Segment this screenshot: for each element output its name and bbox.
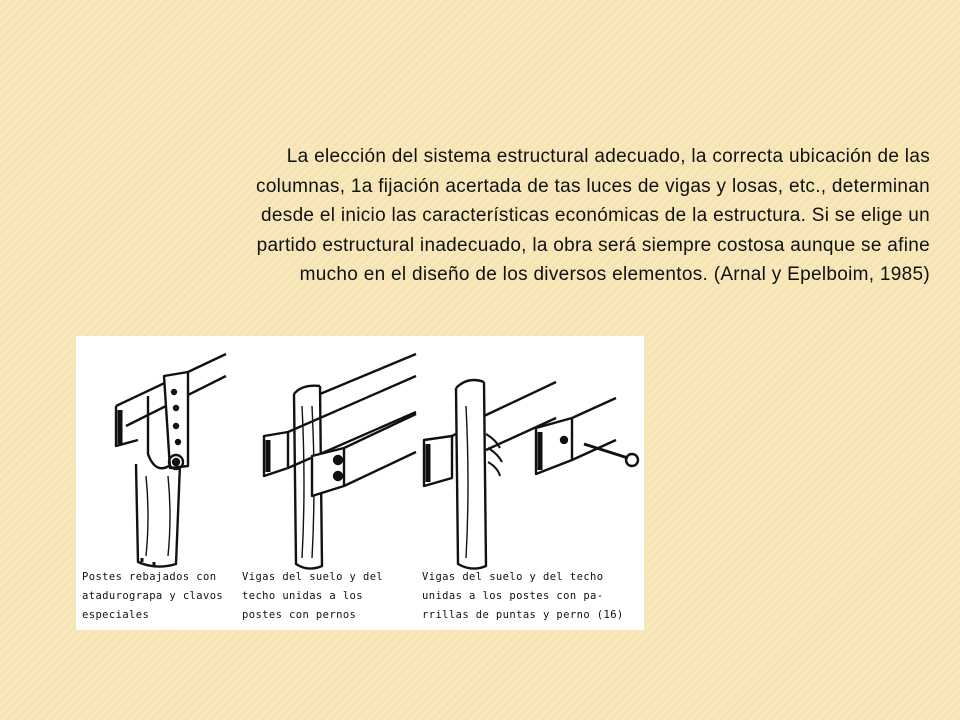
caption-line: unidas a los postes con pa- <box>422 590 604 602</box>
caption-notched-post <box>82 568 223 625</box>
caption-line: especiales <box>82 609 150 621</box>
quote-line: La elección del sistema estructural adecuado, la correcta ubicación de las <box>286 146 930 167</box>
quote-line: partido estructural inadecuado, la obra será siempre costosa aunque se afine <box>256 234 930 256</box>
caption-line: Postes rebajados con <box>82 571 217 583</box>
caption-line: Vigas del suelo y del techo <box>422 571 604 583</box>
caption-line: postes con pernos <box>242 609 357 621</box>
bolted-beam-drawing <box>264 354 416 569</box>
quote-line: desde el inicio las características económicas de la estructura. Si se elige un <box>261 205 930 226</box>
quote-paragraph <box>100 142 930 290</box>
quote-line: columnas, 1a fijación acertada de tas luces de vigas y losas, etc., determinan <box>256 175 930 197</box>
notched-post-drawing <box>116 354 226 567</box>
caption-nail-plates <box>422 568 624 625</box>
joint-illustration <box>76 336 644 630</box>
caption-line: rrillas de puntas y perno (16) <box>422 609 624 621</box>
caption-line: atadurograpa y clavos <box>82 590 224 602</box>
nail-plate-drawing <box>424 380 638 569</box>
quote-line: mucho en el diseño de los diversos elementos. (Arnal y Epelboim, 1985) <box>299 264 930 285</box>
caption-bolted-beams <box>242 568 383 625</box>
caption-line: Vigas del suelo y del <box>242 571 384 583</box>
caption-line: techo unidas a los <box>242 590 363 602</box>
